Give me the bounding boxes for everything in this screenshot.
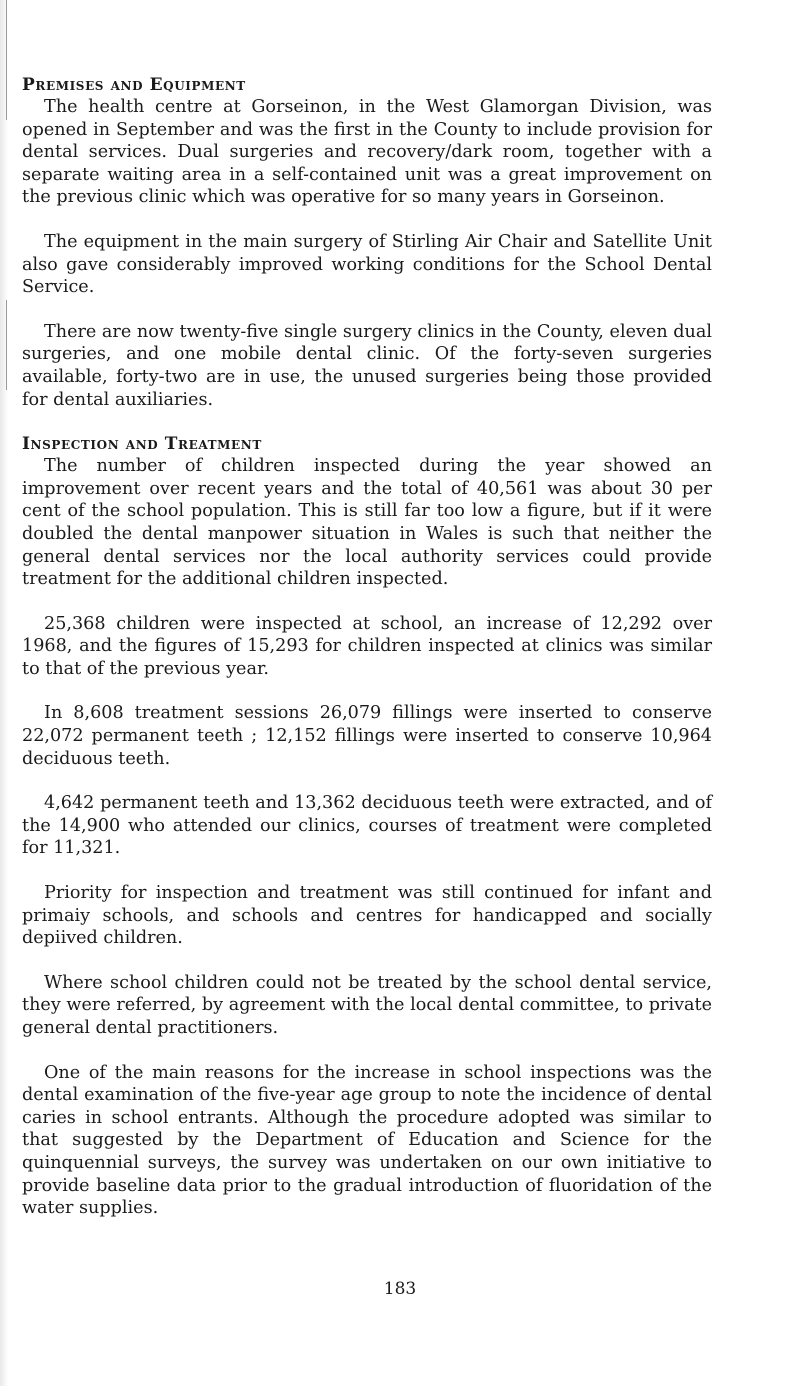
paragraph: 4,642 permanent teeth and 13,362 deciduous teeth were extracted, and of the 14,900 who attended our clinics, courses of treatment were completed for 11,321. [22, 793, 712, 859]
paragraph: Priority for inspection and treatment was still continued for infant and primaiy schools, and schools and centres for handicapped and socially depiived children. [22, 883, 712, 949]
paragraph: In 8,608 treatment sessions 26,079 fillings were inserted to conserve 22,072 permanent teeth ; 12,152 fillings were inserted to conserve 10,964 deciduous teeth. [22, 703, 712, 769]
section-inspection-and-treatment [22, 433, 712, 1220]
paragraph: The equipment in the main surgery of Stirling Air Chair and Satellite Unit also gave considerably improved working conditions for the School Dental Service. [22, 231, 712, 298]
section-premises-and-equipment [22, 74, 712, 411]
binding-edge-line [6, 0, 7, 120]
paragraph: One of the main reasons for the increase in school inspections was the dental examination of the five-year age group to note the incidence of dental caries in school entrants. Although the procedure adopted was similar to that suggested by the Department of Education and Science for the quinquennial surveys, the survey was undertaken on our own initiative to provide baseline data prior to the gradual introduction of fluoridation of the water supplies. [22, 1062, 712, 1219]
paragraph: 25,368 children were inspected at school, an increase of 12,292 over 1968, and the figures of 15,293 for children inspected at clinics was similar to that of the previous year. [22, 613, 712, 679]
binding-edge-shadow [0, 0, 8, 1386]
paragraph: There are now twenty-five single surgery clinics in the County, eleven dual surgeries, and one mobile dental clinic. Of the forty-seven surgeries available, forty-two are in use, the unused surgeries being those provided for dental auxiliaries. [22, 321, 712, 410]
paragraph: The health centre at Gorseinon, in the West Glamorgan Division, was opened in September and was the first in the County to include provision for dental services. Dual surgeries and recovery/dark room, together with a separate waiting area in a self-contained unit was a great improvement on the previous clinic which was operative for so many years in Gorseinon. [22, 97, 712, 208]
section-heading: Inspection and Treatment [22, 434, 262, 455]
paragraph: The number of children inspected during the year showed an improvement over recent years and the total of 40,561 was about 30 per cent of the school population. This is still far too low a figure, but if it were doubled the dental manpower situation in Wales is such that neither the general dental services nor the local authority services could provide treatment for the additional children inspected. [22, 456, 712, 590]
page-number: 183 [383, 1279, 417, 1299]
section-heading: Premises and Equipment [22, 75, 246, 95]
binding-edge-line [6, 300, 7, 390]
page-body [22, 74, 712, 1242]
paragraph: Where school children could not be treated by the school dental service, they were referred, by agreement with the local dental committee, to private general dental practitioners. [22, 972, 712, 1038]
